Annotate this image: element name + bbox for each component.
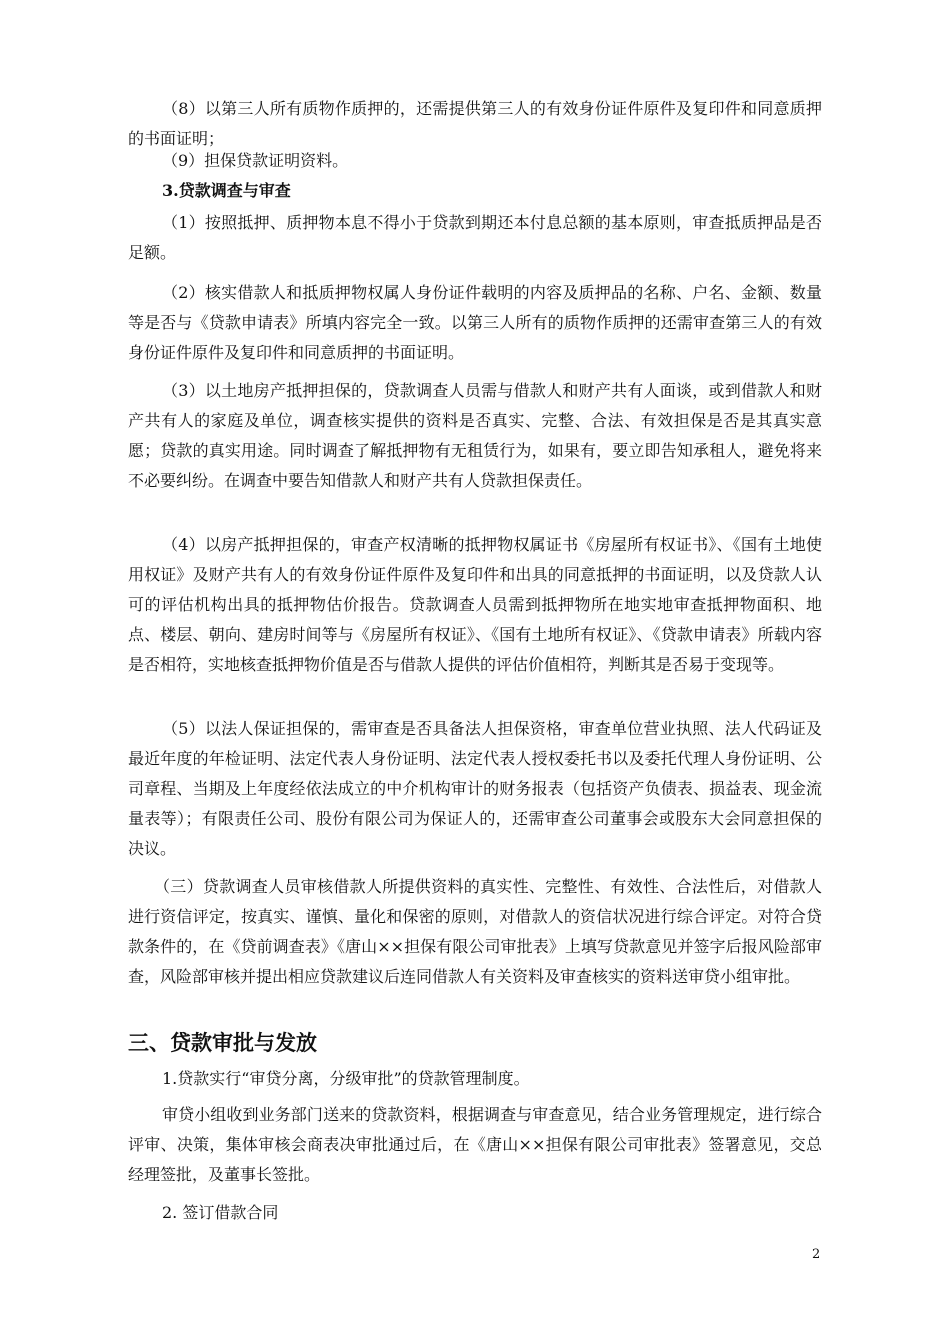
- section-heading-approval: 三、贷款审批与发放: [128, 1031, 317, 1055]
- paragraph-item-8: （8）以第三人所有质物作质押的，还需提供第三人的有效身份证件原件及复印件和同意质押的书面证明；: [128, 99, 822, 148]
- paragraph-check-3: （3）以土地房产抵押担保的，贷款调查人员需与借款人和财产共有人面谈，或到借款人和财产共有人的家庭及单位，调查核实提供的资料是否真实、完整、合法、有效担保是否是其真实意愿；贷款的真实用途。同时调查了解抵押物有无租赁行为，如果有，要立即告知承租人，避免将来不必要纠纷。在调查中要告知借款人和财产共有人贷款担保责任。: [128, 381, 822, 490]
- subheading-loan-investigation: 3.贷款调查与审查: [162, 181, 291, 200]
- paragraph-approval-1: 1.贷款实行“审贷分离，分级审批”的贷款管理制度。: [162, 1069, 530, 1088]
- paragraph-check-5: （5）以法人保证担保的，需审查是否具备法人担保资格，审查单位营业执照、法人代码证及最近年度的年检证明、法定代表人身份证明、法定代表人授权委托书以及委托代理人身份证明、公司章程、当期及上年度经依法成立的中介机构审计的财务报表（包括资产负债表、损益表、现金流量表等）；有限责任公司、股份有限公司为保证人的，还需审查公司董事会或股东大会同意担保的决议。: [128, 719, 822, 858]
- paragraph-check-4: （4）以房产抵押担保的，审查产权清晰的抵押物权属证书《房屋所有权证书》、《国有土地使用权证》及财产共有人的有效身份证件原件及复印件和出具的同意抵押的书面证明，以及贷款人认可的评估机构出具的抵押物估价报告。贷款调查人员需到抵押物所在地实地审查抵押物面积、地点、楼层、朝向、建房时间等与《房屋所有权证》、《国有土地所有权证》、《贷款申请表》所载内容是否相符，实地核查抵押物价值是否与借款人提供的评估价值相符，判断其是否易于变现等。: [128, 535, 822, 674]
- page-number: 2: [812, 1247, 821, 1262]
- paragraph-section-three: （三）贷款调查人员审核借款人所提供资料的真实性、完整性、有效性、合法性后，对借款人进行资信评定，按真实、谨慎、量化和保密的原则，对借款人的资信状况进行综合评定。对符合贷款条件的，在《贷前调查表》《唐山××担保有限公司审批表》上填写贷款意见并签字后报风险部审查，风险部审核并提出相应贷款建议后连同借款人有关资料及审查核实的资料送审贷小组审批。: [128, 877, 822, 986]
- paragraph-check-2: （2）核实借款人和抵质押物权属人身份证件载明的内容及质押品的名称、户名、金额、数量等是否与《贷款申请表》所填内容完全一致。以第三人所有的质物作质押的还需审查第三人的有效身份证件原件及复印件和同意质押的书面证明。: [128, 283, 822, 362]
- paragraph-approval-2: 审贷小组收到业务部门送来的贷款资料，根据调查与审查意见，结合业务管理规定，进行综合评审、决策，集体审核会商表决审批通过后，在《唐山××担保有限公司审批表》签署意见，交总经理签批，及董事长签批。: [128, 1105, 822, 1184]
- paragraph-approval-3: 2. 签订借款合同: [162, 1203, 279, 1222]
- paragraph-item-9: （9）担保贷款证明资料。: [162, 151, 349, 170]
- paragraph-check-1: （1）按照抵押、质押物本息不得小于贷款到期还本付息总额的基本原则，审查抵质押品是否足额。: [128, 213, 822, 262]
